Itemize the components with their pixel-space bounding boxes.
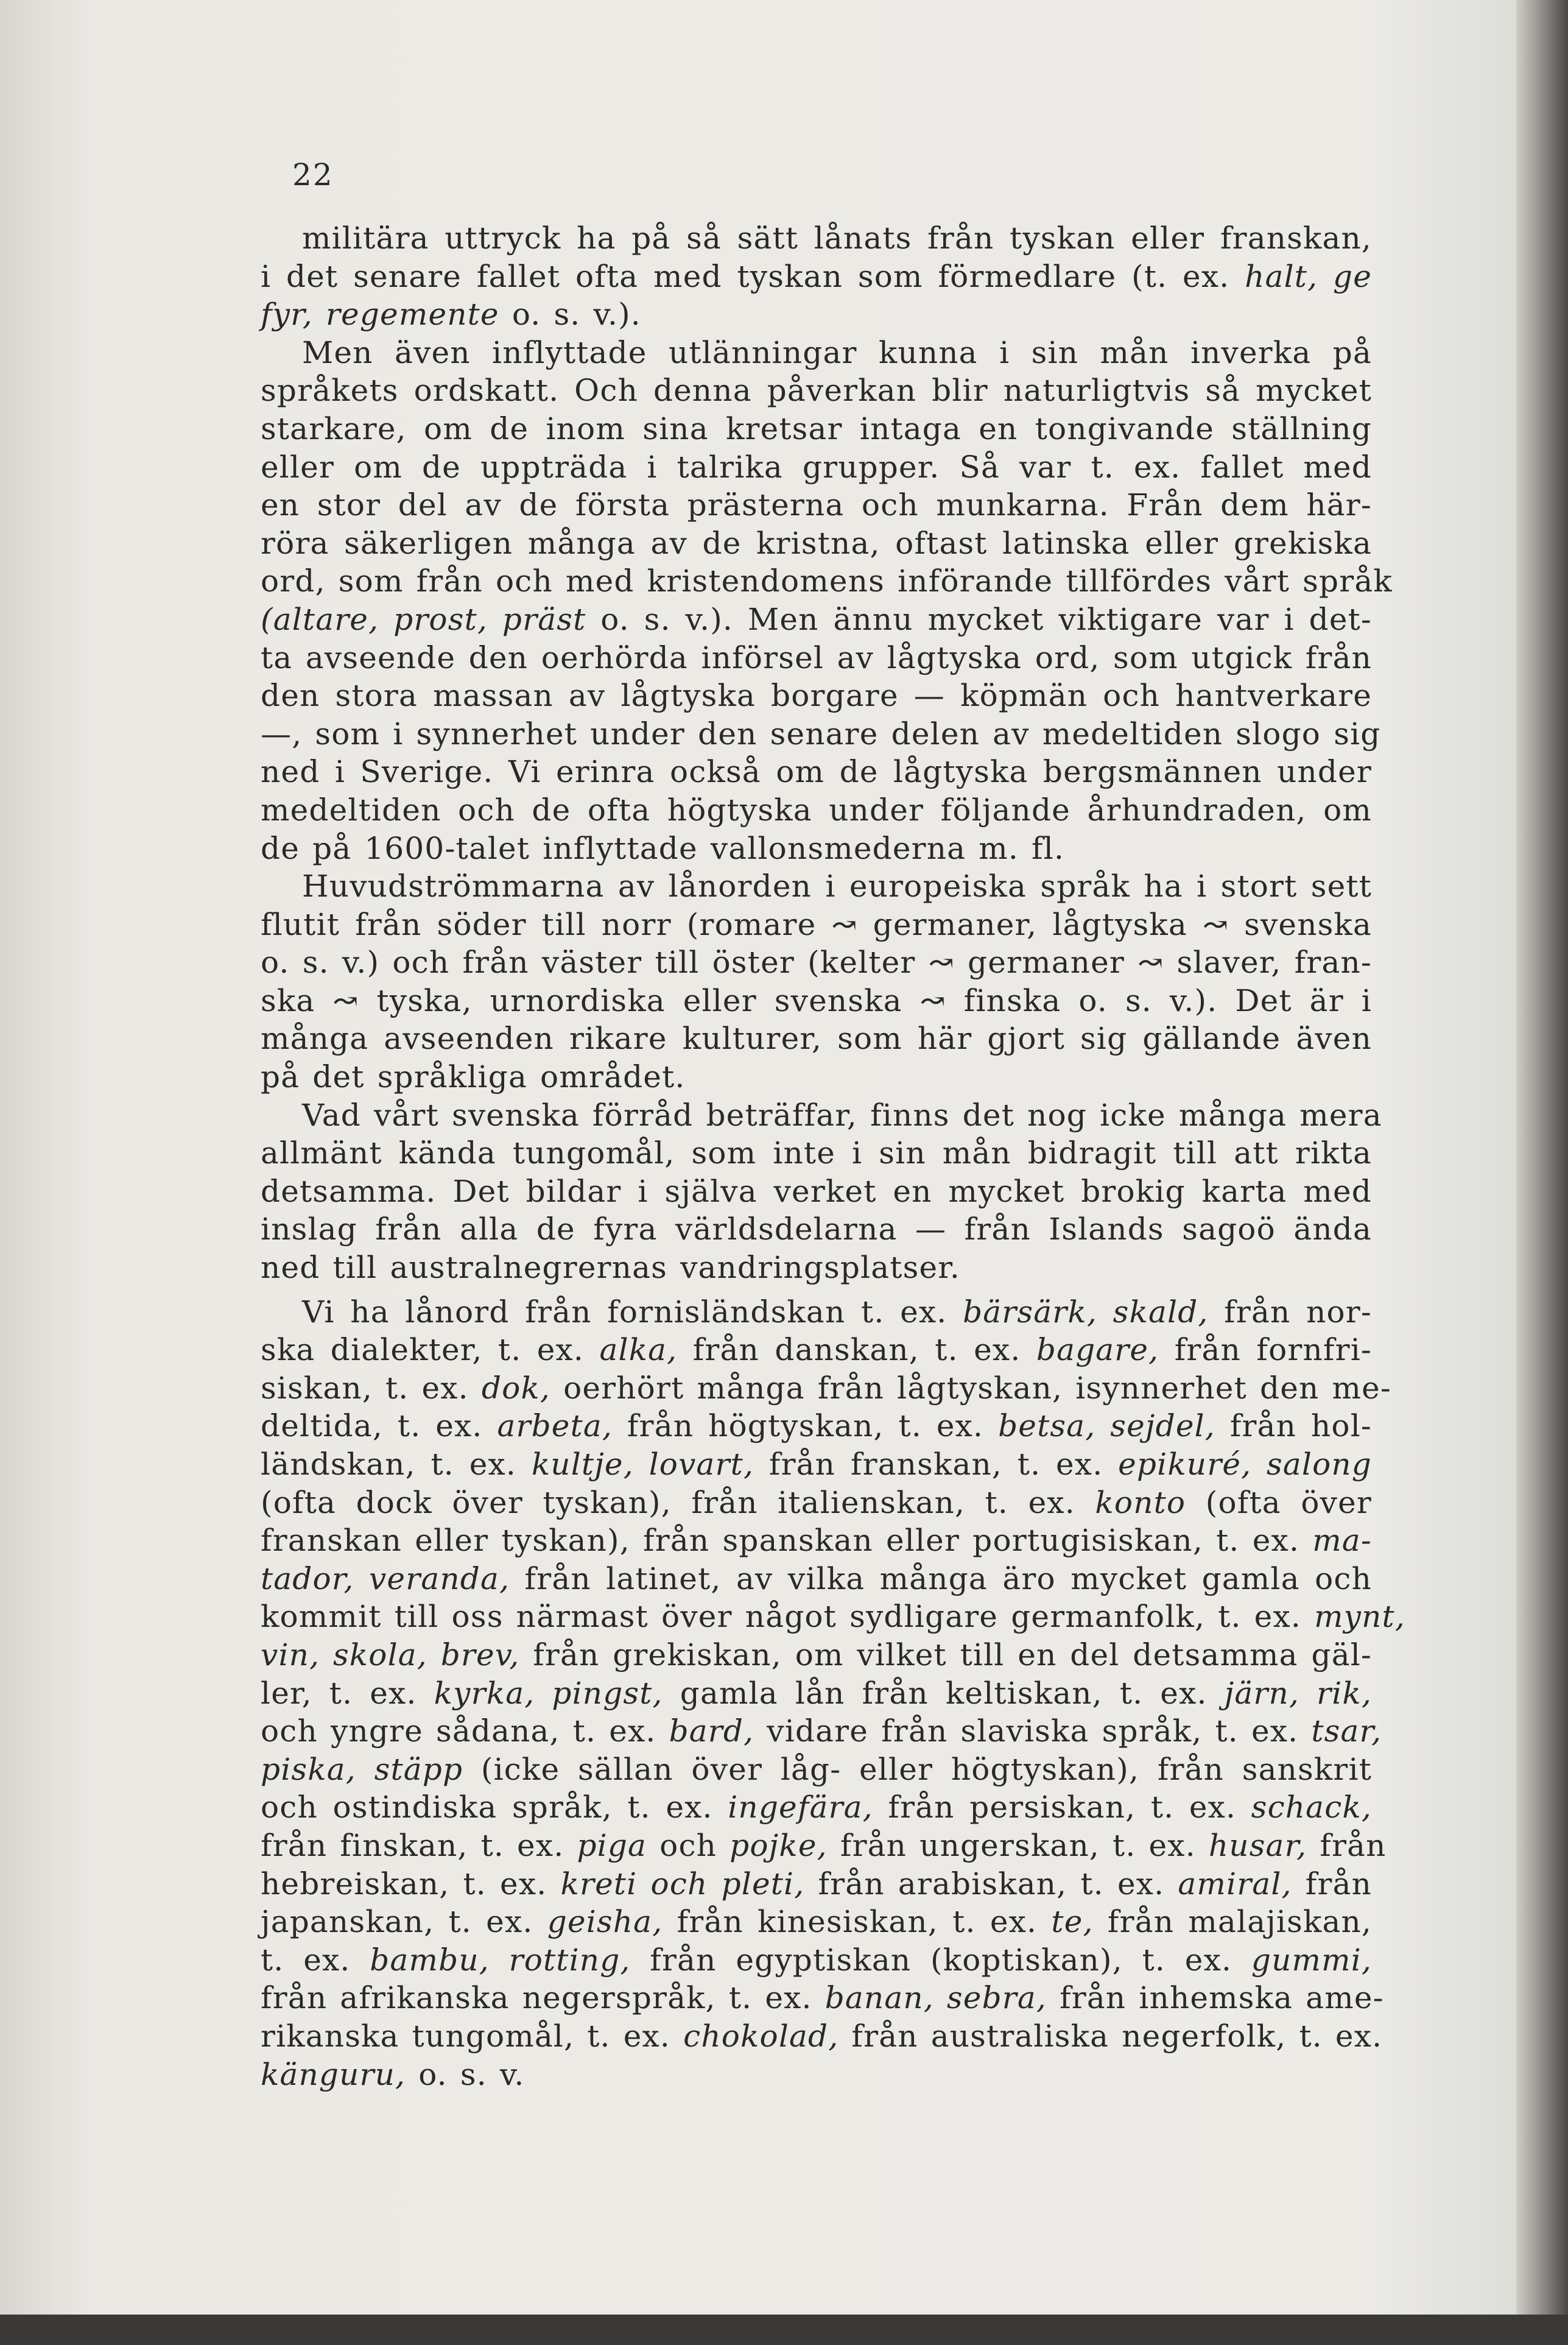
text-line bbox=[261, 1865, 1372, 1903]
text-line bbox=[261, 715, 1381, 753]
text-run: från grekiskan, om vilket till en del detsamma gäl- bbox=[519, 1637, 1372, 1673]
text-run: ta avseende den oerhörda införsel av lågtyska ord, som utgick från bbox=[261, 640, 1372, 675]
italic-word: kyrka, pingst, bbox=[434, 1675, 663, 1711]
text-line bbox=[261, 486, 1372, 524]
text-run: från malajiskan, bbox=[1093, 1904, 1372, 1940]
italic-word: chokolad, bbox=[683, 2018, 839, 2054]
italic-word: ma- bbox=[1312, 1523, 1372, 1559]
text-line bbox=[261, 867, 1372, 906]
text-line bbox=[261, 1598, 1405, 1636]
text-run: t. ex. bbox=[261, 1942, 370, 1978]
italic-word: fyr, regemente bbox=[261, 297, 499, 333]
text-run: gamla lån från keltiskan, t. ex. bbox=[663, 1675, 1225, 1711]
italic-word: bambu, rotting, bbox=[370, 1942, 631, 1978]
text-run: o. s. v. bbox=[406, 2056, 525, 2092]
text-run: o. s. v.) och från väster till öster (kelter ↝ germaner ↝ slaver, fran- bbox=[261, 945, 1372, 981]
italic-word: gummi, bbox=[1251, 1942, 1372, 1978]
text-line bbox=[261, 906, 1372, 944]
text-line bbox=[261, 1096, 1382, 1135]
text-line bbox=[261, 1636, 1372, 1674]
italic-word: kultje, lovart, bbox=[531, 1447, 754, 1482]
text-run: o. s. v.). Men ännu mycket viktigare var i det- bbox=[586, 601, 1372, 637]
italic-word: känguru, bbox=[261, 2056, 406, 2092]
italic-word: järn, rik, bbox=[1224, 1675, 1372, 1711]
text-run: ska dialekter, t. ex. bbox=[261, 1332, 600, 1368]
text-line bbox=[261, 1827, 1387, 1865]
text-line bbox=[261, 677, 1372, 715]
text-line bbox=[261, 639, 1372, 677]
text-run: deltida, t. ex. bbox=[261, 1408, 497, 1444]
italic-word: epikuré, salong bbox=[1118, 1447, 1372, 1482]
text-run: på det språkliga området. bbox=[261, 1059, 686, 1095]
text-run: Men även inflyttade utlänningar kunna i sin mån inverka på bbox=[302, 334, 1372, 370]
italic-word: konto bbox=[1095, 1484, 1186, 1520]
italic-word: mynt, bbox=[1314, 1599, 1405, 1635]
text-run: flutit från söder till norr (romare ↝ germaner, lågtyska ↝ svenska bbox=[261, 906, 1372, 942]
text-line bbox=[261, 448, 1372, 487]
text-line bbox=[261, 1751, 1372, 1789]
text-run: ord, som från och med kristendomens införande tillfördes vårt språk bbox=[261, 563, 1393, 599]
text-run: ska ↝ tyska, urnordiska eller svenska ↝ finska o. s. v.). Det är i bbox=[261, 982, 1372, 1018]
text-run: från persiskan, t. ex. bbox=[873, 1790, 1251, 1825]
italic-word: piga bbox=[577, 1827, 647, 1863]
text-line bbox=[261, 2017, 1383, 2056]
italic-word: pojke, bbox=[730, 1827, 828, 1863]
text-run: inslag från alla de fyra världsdelarna — från Islands sagoö ända bbox=[261, 1211, 1372, 1247]
text-run: från afrikanska negerspråk, t. ex. bbox=[261, 1980, 825, 2016]
text-run: ned till australnegrernas vandringsplatser. bbox=[261, 1250, 960, 1286]
text-run: starkare, om de inom sina kretsar intaga en tongivande ställning bbox=[261, 411, 1372, 446]
text-line bbox=[261, 1249, 1372, 1287]
text-run: från bbox=[1292, 1866, 1372, 1902]
text-run: från arabiskan, t. ex. bbox=[804, 1866, 1178, 1902]
italic-word: tador, veranda, bbox=[261, 1560, 510, 1596]
text-run: från danskan, t. ex. bbox=[677, 1332, 1036, 1368]
italic-word: bärsärk, skald, bbox=[963, 1294, 1209, 1330]
text-run: från inhemska ame- bbox=[1046, 1980, 1384, 2016]
text-line bbox=[261, 1134, 1372, 1172]
text-line bbox=[261, 1788, 1372, 1827]
text-line bbox=[261, 1560, 1372, 1598]
text-line bbox=[261, 1979, 1384, 2017]
text-run: (icke sällan över låg- eller högtyskan), från sanskrit bbox=[463, 1751, 1372, 1787]
text-line bbox=[261, 982, 1372, 1020]
italic-word: bard, bbox=[669, 1713, 754, 1749]
text-run: Vad vårt svenska förråd beträffar, finns det nog icke många mera bbox=[302, 1097, 1382, 1133]
text-line bbox=[261, 524, 1372, 563]
text-run: eller om de uppträda i talrika grupper. Så var t. ex. fallet med bbox=[261, 449, 1372, 485]
italic-word: tsar, bbox=[1311, 1713, 1382, 1749]
text-run: franskan eller tyskan), från spanskan eller portugisiskan, t. ex. bbox=[261, 1523, 1313, 1559]
text-line bbox=[261, 1172, 1372, 1211]
paragraph bbox=[261, 867, 1372, 1096]
text-run: allmänt kända tungomål, som inte i sin mån bidragit till att rikta bbox=[261, 1135, 1372, 1171]
page-bottom-shadow bbox=[0, 2315, 1568, 2345]
text-run: ned i Sverige. Vi erinra också om de lågtyska bergsmännen under bbox=[261, 754, 1372, 790]
text-line bbox=[261, 753, 1372, 791]
text-run: från australiska negerfolk, t. ex. bbox=[838, 2018, 1383, 2054]
text-line bbox=[261, 1369, 1391, 1408]
text-run: —, som i synnerhet under den senare delen av medeltiden slogo sig bbox=[261, 716, 1381, 752]
text-run: oerhört många från lågtyskan, isynnerhet den me- bbox=[550, 1370, 1391, 1406]
text-line bbox=[261, 601, 1372, 639]
text-line bbox=[261, 219, 1372, 258]
italic-word: betsa, sejdel, bbox=[998, 1408, 1215, 1444]
italic-word: ingefära, bbox=[728, 1790, 873, 1825]
text-run: från högtyskan, t. ex. bbox=[612, 1408, 999, 1444]
paragraph bbox=[261, 334, 1393, 867]
text-line bbox=[261, 410, 1372, 448]
italic-word: arbeta, bbox=[497, 1408, 613, 1444]
page-number: 22 bbox=[292, 157, 334, 192]
text-run: en stor del av de första prästerna och munkarna. Från dem här- bbox=[261, 487, 1372, 523]
paragraph bbox=[261, 1293, 1405, 2093]
text-run: från franskan, t. ex. bbox=[754, 1447, 1119, 1482]
text-line bbox=[261, 2056, 1372, 2094]
text-run: och bbox=[647, 1827, 730, 1863]
text-run: Vi ha lånord från fornisländskan t. ex. bbox=[302, 1294, 963, 1330]
text-run: ländskan, t. ex. bbox=[261, 1447, 532, 1482]
italic-word: (altare, prost, präst bbox=[261, 601, 586, 637]
text-run: japanskan, t. ex. bbox=[261, 1904, 547, 1940]
text-line bbox=[261, 1293, 1372, 1331]
italic-word: kreti och pleti, bbox=[560, 1866, 805, 1902]
text-line bbox=[261, 1484, 1372, 1522]
text-line bbox=[261, 1522, 1372, 1560]
page-edge bbox=[1516, 0, 1568, 2345]
text-line bbox=[261, 1020, 1372, 1058]
italic-word: piska, stäpp bbox=[261, 1751, 463, 1787]
text-run: från bbox=[1307, 1827, 1387, 1863]
text-line bbox=[261, 562, 1393, 601]
text-run: från fornfri- bbox=[1159, 1332, 1372, 1368]
text-line bbox=[261, 1941, 1372, 1980]
text-run: (ofta över bbox=[1186, 1484, 1372, 1520]
italic-word: amiral, bbox=[1178, 1866, 1292, 1902]
italic-word: dok, bbox=[481, 1370, 550, 1406]
text-run: den stora massan av lågtyska borgare — köpmän och hantverkare bbox=[261, 678, 1372, 714]
text-line bbox=[261, 791, 1372, 830]
text-run: i det senare fallet ofta med tyskan som förmedlare (t. ex. bbox=[261, 258, 1245, 294]
text-run: medeltiden och de ofta högtyska under följande århundraden, om bbox=[261, 792, 1372, 828]
text-line bbox=[261, 295, 1372, 334]
text-run: språkets ordskatt. Och denna påverkan blir naturligtvis så mycket bbox=[261, 373, 1372, 409]
text-line bbox=[261, 372, 1372, 410]
text-run: från kinesiskan, t. ex. bbox=[663, 1904, 1052, 1940]
text-run: från finskan, t. ex. bbox=[261, 1827, 577, 1863]
text-run: från hol- bbox=[1215, 1408, 1372, 1444]
italic-word: te, bbox=[1051, 1904, 1094, 1940]
text-line bbox=[261, 258, 1372, 296]
text-run: ler, t. ex. bbox=[261, 1675, 434, 1711]
italic-word: schack, bbox=[1251, 1790, 1372, 1825]
text-line bbox=[261, 334, 1372, 372]
text-run: vidare från slaviska språk, t. ex. bbox=[754, 1713, 1312, 1749]
body-text bbox=[261, 219, 1405, 2093]
text-run: röra säkerligen många av de kristna, oftast latinska eller grekiska bbox=[261, 525, 1372, 561]
text-line bbox=[261, 1058, 1372, 1096]
text-line bbox=[261, 1674, 1372, 1713]
text-run: och yngre sådana, t. ex. bbox=[261, 1713, 669, 1749]
text-run: kommit till oss närmast över något sydligare germanfolk, t. ex. bbox=[261, 1599, 1315, 1635]
text-line bbox=[261, 943, 1372, 982]
italic-word: bagare, bbox=[1036, 1332, 1159, 1368]
text-run: de på 1600-talet inflyttade vallonsmederna m. fl. bbox=[261, 830, 1065, 866]
italic-word: vin, skola, brev, bbox=[261, 1637, 520, 1673]
text-run: från egyptiskan (koptiskan), t. ex. bbox=[630, 1942, 1251, 1978]
text-run: från ungerskan, t. ex. bbox=[827, 1827, 1209, 1863]
text-run: från nor- bbox=[1208, 1294, 1372, 1330]
italic-word: geisha, bbox=[547, 1904, 663, 1940]
paragraph bbox=[261, 1096, 1382, 1287]
text-run: (ofta dock över tyskan), från italienskan, t. ex. bbox=[261, 1484, 1095, 1520]
text-run: siskan, t. ex. bbox=[261, 1370, 482, 1406]
text-line bbox=[261, 1712, 1382, 1751]
italic-word: alka, bbox=[599, 1332, 678, 1368]
text-run: rikanska tungomål, t. ex. bbox=[261, 2018, 684, 2054]
text-run: detsamma. Det bildar i själva verket en mycket brokig karta med bbox=[261, 1173, 1372, 1209]
text-line bbox=[261, 1331, 1372, 1369]
text-line bbox=[261, 830, 1372, 868]
text-run: och ostindiska språk, t. ex. bbox=[261, 1790, 728, 1825]
text-run: från latinet, av vilka många äro mycket gamla och bbox=[510, 1560, 1372, 1596]
italic-word: banan, sebra, bbox=[824, 1980, 1047, 2016]
text-run: o. s. v.). bbox=[499, 297, 641, 333]
paragraph bbox=[261, 219, 1372, 334]
text-run: militära uttryck ha på så sätt lånats från tyskan eller franskan, bbox=[302, 220, 1372, 256]
text-line bbox=[261, 1445, 1372, 1484]
italic-word: halt, ge bbox=[1245, 258, 1372, 294]
text-line bbox=[261, 1210, 1372, 1249]
text-run: Huvudströmmarna av lånorden i europeiska språk ha i stort sett bbox=[302, 869, 1372, 904]
text-line bbox=[261, 1407, 1372, 1445]
text-line bbox=[261, 1903, 1372, 1941]
text-run: många avseenden rikare kulturer, som här gjort sig gällande även bbox=[261, 1021, 1372, 1057]
italic-word: husar, bbox=[1208, 1827, 1307, 1863]
text-run: hebreiskan, t. ex. bbox=[261, 1866, 561, 1902]
